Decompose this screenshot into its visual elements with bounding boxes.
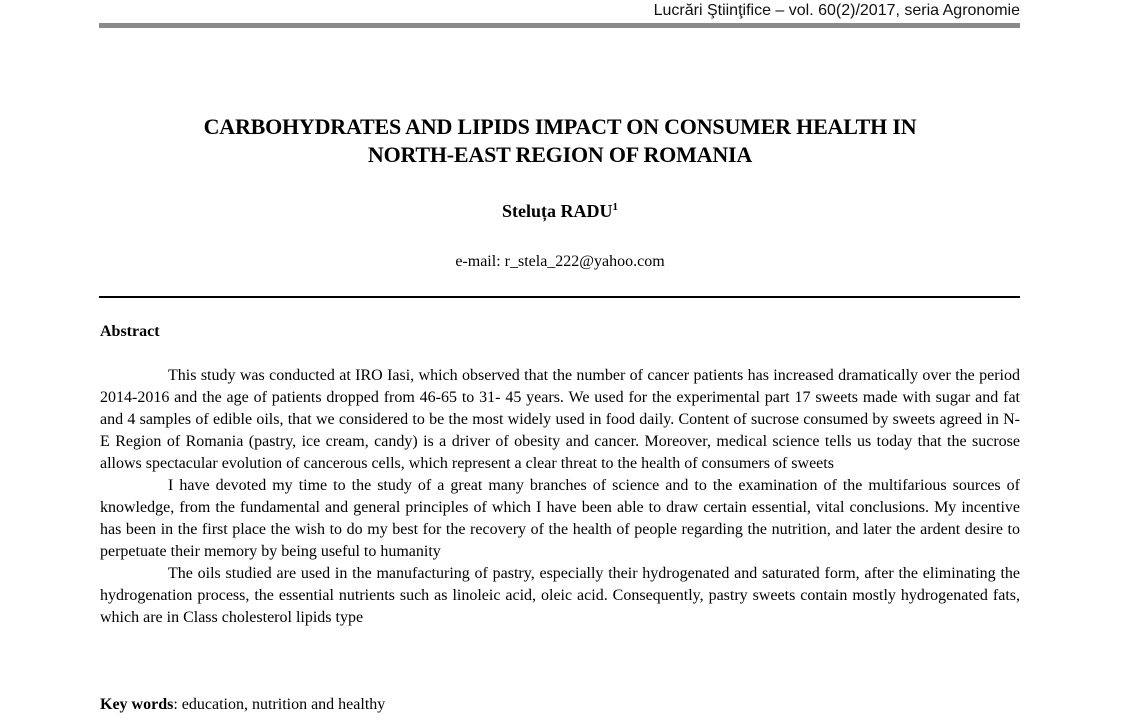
keywords-text: : education, nutrition and healthy [173, 696, 386, 713]
paper-title-line-1: CARBOHYDRATES AND LIPIDS IMPACT ON CONSUMER HEALTH IN [203, 114, 917, 139]
paper-title [100, 113, 1020, 169]
abstract-paragraph: I have devoted my time to the study of a great many branches of science and to the examination of the multifarious sources of knowledge, from the fundamental and general principles of which I have been able to draw certain essential, vital conclusions. My incentive has been in the first place the wish to do my best for the recovery of the health of people regarding the nutrition, and later the ardent desire to perpetuate their memory by being useful to humanity [100, 477, 1020, 560]
abstract-paragraph: The oils studied are used in the manufacturing of pastry, especially their hydrogenated and saturated form, after the eliminating the hydrogenation process, the essential nutrients such as linoleic acid, oleic acid. Consequently, pastry sweets contain mostly hydrogenated fats, which are in Class cholesterol lipids type [100, 565, 1020, 626]
abstract-paragraph: This study was conducted at IRO Iasi, which observed that the number of cancer patients has increased dramatically over the period 2014-2016 and the age of patients dropped from 46-65 to 31- 45 years. We used for the experimental part 17 sweets made with sugar and fat and 4 samples of edible oils, that we considered to be the most widely used in food daily. Content of sucrose consumed by sweets agreed in N-E Region of Romania (pastry, ice cream, candy) is a driver of obesity and cancer. Moreover, medical science tells us today that the sucrose allows spectacular evolution of cancerous cells, which represent a clear threat to the health of consumers of sweets [100, 367, 1020, 472]
author-name: Steluța RADU [502, 201, 613, 221]
title-rule [99, 296, 1020, 298]
abstract-heading: Abstract [100, 323, 160, 340]
paper-title-line-2: NORTH-EAST REGION OF ROMANIA [367, 142, 753, 167]
keywords [100, 694, 1020, 716]
author [100, 199, 1020, 223]
header-rule [99, 23, 1020, 28]
keywords-label: Key words [100, 696, 174, 713]
author-affiliation-mark: 1 [612, 201, 618, 213]
running-header: Lucrări Ştiinţifice – vol. 60(2)/2017, seria Agronomie [653, 2, 1020, 19]
author-email: e-mail: r_stela_222@yahoo.com [455, 253, 665, 270]
abstract-body [100, 365, 1020, 629]
